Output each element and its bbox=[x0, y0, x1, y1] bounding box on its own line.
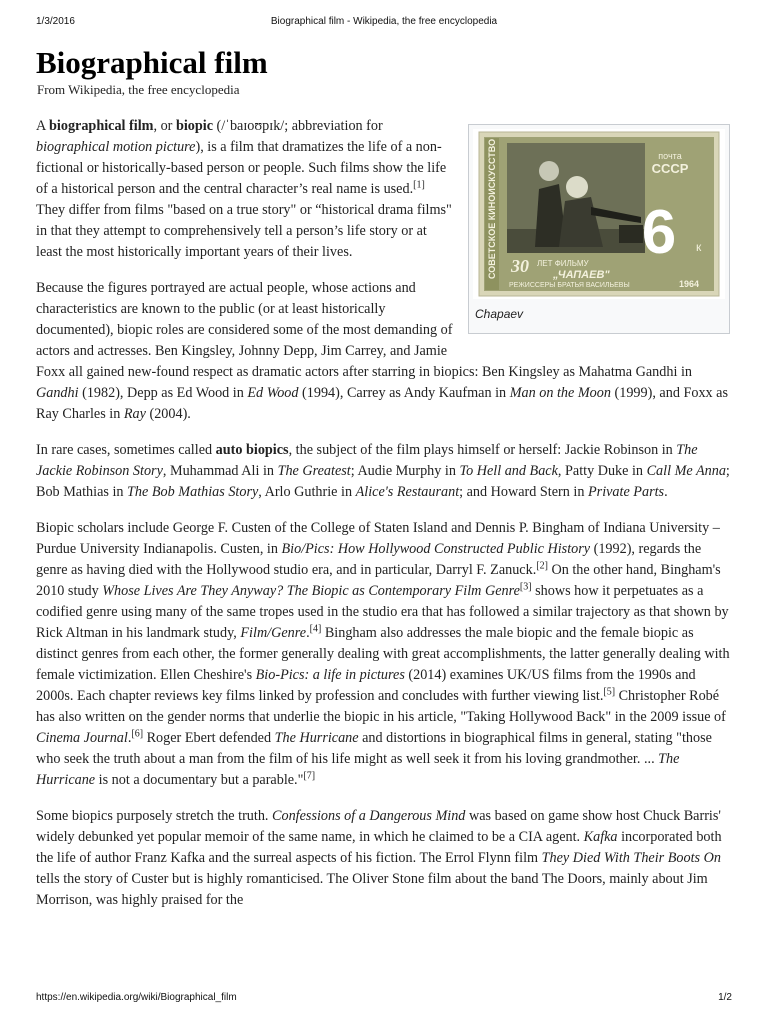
book-link[interactable]: Bio-Pics: a life in pictures bbox=[255, 667, 405, 683]
journal-link[interactable]: Cinema Journal bbox=[36, 730, 128, 746]
film-link[interactable]: Kafka bbox=[583, 829, 618, 845]
stamp-vertical-text: СОВЕТСКОЕ КИНОИСКУССТВО bbox=[487, 138, 497, 279]
stamp-value: 6 bbox=[641, 198, 677, 267]
film-link[interactable]: The Greatest bbox=[277, 463, 351, 479]
film-link[interactable]: Private Parts bbox=[588, 484, 665, 500]
film-link-ray[interactable]: Ray bbox=[123, 406, 146, 422]
citation-link[interactable]: [4] bbox=[309, 623, 322, 635]
article-body bbox=[36, 116, 730, 926]
citation-link[interactable]: [5] bbox=[603, 686, 616, 698]
paragraph-intro: A biographical film, or biopic (/ˈbaɪoʊpɪk/; abbreviation for biographical motion picture), is a film that dramatizes the life of a non-fictional or historically-based person or people. Such films show the life of a historical person and the central character’s real name is used.[1] They differ from films "based on a true story" or “historical drama films" in that they attempt to comprehensively tell a person’s life story or at least the most historically important years of their lives. bbox=[36, 118, 452, 260]
term-biopic: biopic bbox=[175, 118, 213, 134]
citation-link[interactable]: [7] bbox=[303, 770, 316, 782]
film-link[interactable]: The Jackie Robinson Story bbox=[36, 442, 698, 479]
film-link[interactable]: Call Me Anna bbox=[646, 463, 726, 479]
citation-link[interactable]: [2] bbox=[536, 560, 548, 572]
image-caption: Chapaev bbox=[475, 307, 524, 321]
stamp-number: 30 bbox=[511, 256, 529, 276]
print-page-title: Biographical film - Wikipedia, the free encyclopedia bbox=[270, 16, 498, 27]
film-link[interactable]: Alice's Restaurant bbox=[355, 484, 460, 500]
paragraph-stretch-truth: Some biopics purposely stretch the truth. Confessions of a Dangerous Mind was based on game show host Chuck Barris' widely debunked yet popular memoir of the same name, in which he claimed to be a CIA agent. Kafka incorporated both the life of author Franz Kafka and the surreal aspects of his fiction. The Errol Flynn film They Died With Their Boots On tells the story of Custer but is highly romanticised. The Oliver Stone film about the band The Doors, mainly about Jim Morrison, was highly praised for the bbox=[36, 808, 722, 908]
print-page-number: 1/2 bbox=[718, 992, 732, 1003]
film-link[interactable]: They Died With Their Boots On bbox=[541, 850, 721, 866]
stamp-film-title: „ЧАПАЕВ" bbox=[553, 269, 610, 281]
film-link[interactable]: The Hurricane bbox=[36, 751, 680, 788]
stamp-years-text: ЛЕТ ФИЛЬМУ bbox=[537, 259, 589, 268]
film-link[interactable]: The Bob Mathias Story bbox=[127, 484, 259, 500]
pronunciation-link[interactable]: /ˈbaɪoʊpɪk/ bbox=[221, 118, 285, 134]
chapaev-stamp-image[interactable] bbox=[473, 129, 725, 299]
film-link-man-on-the-moon[interactable]: Man on the Moon bbox=[509, 385, 611, 401]
infobox-thumbnail bbox=[468, 124, 730, 334]
paragraph-scholars: Biopic scholars include George F. Custen of the College of Staten Island and Dennis P. Bingham of Indiana University – Purdue University Indianapolis. Custen, in Bio/Pics: How Hollywood Constructed Public History (1992), regards the genre as having died with the Hollywood studio era, and in particular, Darryl F. Zanuck.[2] On the other hand, Bingham's 2010 study Whose Lives Are They Anyway? The Biopic as Contemporary Film Genre[3] shows how it perpetuates as a codified genre using many of the same tropes used in the studio era that has followed a similar trajectory as that shown by Rick Altman in his landmark study, Film/Genre.[4] Bingham also addresses the male biopic and the female biopic as distinct genres from each other, the former generally dealing with great accomplishments, the latter generally dealing with female victimization. Ellen Cheshire's Bio-Pics: a life in pictures (2014) examines UK/US films from the 1990s and 2000s. Each chapter reviews key films linked by profession and concludes with further viewing list.[5] Christopher Robé has also written on the gender norms that underlie the biopic in his article, "Taking Hollywood Back" in the 2009 issue of Cinema Journal.[6] Roger Ebert defended The Hurricane and distortions in biographical films in general, stating "those who seek the truth about a man from the film of his life might as well seek it from his loving grandmother. ... The Hurricane is not a documentary but a parable."[7] bbox=[36, 520, 730, 788]
citation-link[interactable]: [1] bbox=[413, 179, 425, 191]
book-link[interactable]: Bio/Pics: How Hollywood Constructed Public History bbox=[281, 541, 591, 557]
stamp-top-right: почта bbox=[658, 151, 682, 161]
print-header bbox=[0, 16, 768, 30]
film-link-gandhi[interactable]: Gandhi bbox=[36, 385, 79, 401]
print-date: 1/3/2016 bbox=[36, 16, 75, 27]
paragraph-auto-biopics: In rare cases, sometimes called auto biopics, the subject of the film plays himself or herself: Jackie Robinson in The Jackie Robinson Story, Muhammad Ali in The Greatest; Audie Murphy in To Hell and Back, Patty Duke in Call Me Anna; Bob Mathias in The Bob Mathias Story, Arlo Guthrie in Alice's Restaurant; and Howard Stern in Private Parts. bbox=[36, 442, 730, 500]
citation-link[interactable]: [6] bbox=[131, 728, 144, 740]
stamp-year: 1964 bbox=[678, 279, 700, 289]
print-footer bbox=[0, 992, 768, 1006]
film-link-ed-wood[interactable]: Ed Wood bbox=[247, 385, 299, 401]
book-link[interactable]: Film/Genre bbox=[240, 625, 307, 641]
citation-link[interactable]: [3] bbox=[519, 581, 532, 593]
stamp-directors: РЕЖИССЕРЫ БРАТЬЯ ВАСИЛЬЕВЫ bbox=[509, 282, 630, 289]
film-link[interactable]: The Hurricane bbox=[274, 730, 359, 746]
print-url: https://en.wikipedia.org/wiki/Biographical_film bbox=[36, 992, 237, 1003]
article-subtitle: From Wikipedia, the free encyclopedia bbox=[37, 82, 240, 97]
term-auto-biopics: auto biopics bbox=[215, 442, 289, 458]
stamp-value-suffix: к bbox=[696, 240, 702, 254]
film-link[interactable]: Confessions of a Dangerous Mind bbox=[272, 808, 466, 824]
film-link[interactable]: To Hell and Back bbox=[459, 463, 558, 479]
stamp-country: СССР bbox=[651, 161, 689, 176]
article-title: Biographical film bbox=[36, 45, 268, 80]
book-link[interactable]: Whose Lives Are They Anyway? The Biopic as Contemporary Film Genre bbox=[102, 583, 520, 599]
paragraph-actors: Because the figures portrayed are actual people, whose actions and characteristics are known to the public (or at least historically documented), biopic roles are considered some of the most demanding of actors and actresses. Ben Kingsley, Johnny Depp, Jim Carrey, and Jamie Foxx all gained new-found respect as dramatic actors after starring in biopics: Ben Kingsley as Mahatma Gandhi in Gandhi (1982), Depp as Ed Wood in Ed Wood (1994), Carrey as Andy Kaufman in Man on the Moon (1999), and Foxx as Ray Charles in Ray (2004). bbox=[36, 280, 729, 422]
term-biographical-film: biographical film bbox=[49, 118, 154, 134]
